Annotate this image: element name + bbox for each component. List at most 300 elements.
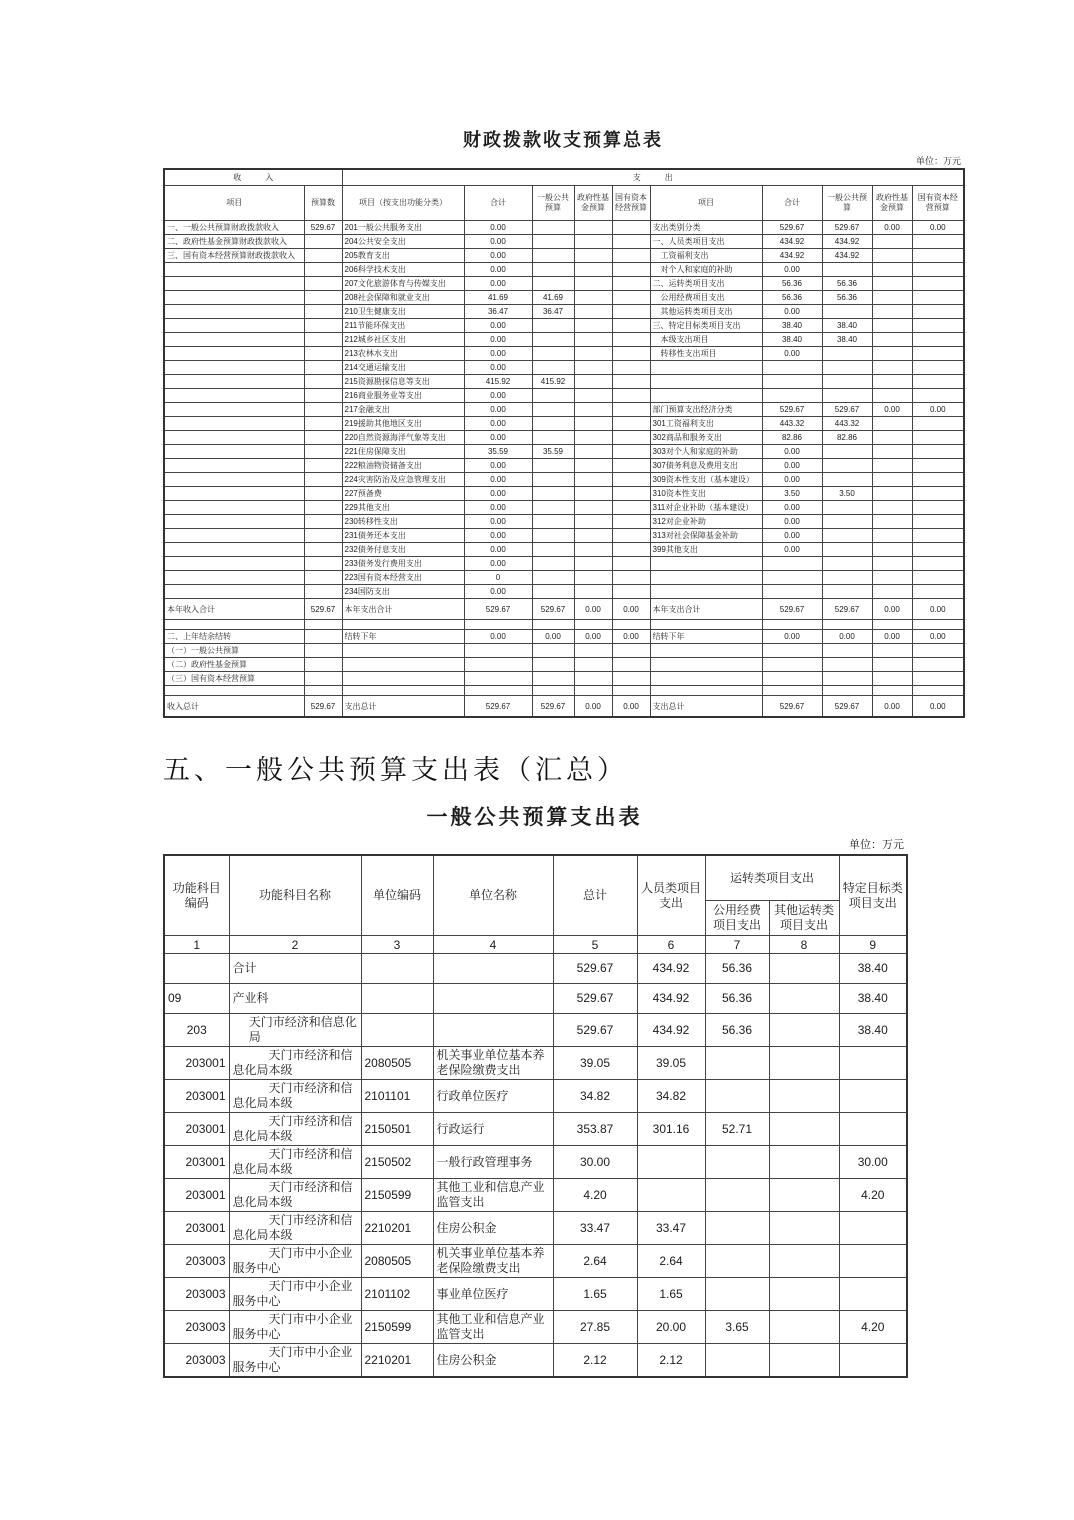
table-cell: [304, 501, 342, 515]
table-cell: [464, 686, 532, 696]
column-header: 功能科目编码: [164, 855, 229, 936]
table-cell: 443.32: [822, 417, 872, 431]
table-cell: [822, 515, 872, 529]
column-number: 8: [769, 936, 839, 954]
column-header: 政府性基金预算: [574, 186, 612, 221]
table-cell: [532, 557, 574, 571]
table-cell: 0.00: [464, 319, 532, 333]
table-row: [164, 672, 964, 686]
table-cell: [912, 686, 964, 696]
table-row: [164, 644, 964, 658]
table-row: [164, 417, 964, 431]
table-cell: 56.36: [822, 277, 872, 291]
table-cell: [872, 263, 912, 277]
table-cell: 0.00: [762, 473, 822, 487]
column-header: 运转类项目支出: [705, 855, 839, 901]
table-row: [164, 403, 964, 417]
table-cell: 307债务利息及费用支出: [650, 459, 762, 473]
table-cell: 本年支出合计: [650, 599, 762, 620]
table-row: [164, 954, 907, 984]
table-cell: 2150599: [361, 1311, 433, 1344]
table-cell: [164, 333, 304, 347]
general-budget-section: [163, 804, 906, 1378]
table-cell: [872, 473, 912, 487]
table-cell: 天门市经济和信息化局本级: [229, 1179, 361, 1212]
column-header: 功能科目名称: [229, 855, 361, 936]
table-cell: [532, 501, 574, 515]
table-cell: 203003: [164, 1278, 229, 1311]
table-cell: [769, 1047, 839, 1080]
table-cell: [164, 431, 304, 445]
table-cell: [612, 431, 650, 445]
table-cell: [164, 620, 304, 630]
table-cell: 210卫生健康支出: [342, 305, 464, 319]
column-number: 5: [553, 936, 637, 954]
table-cell: [822, 571, 872, 585]
table-cell: 天门市经济和信息化局本级: [229, 1047, 361, 1080]
table-row: [164, 1179, 907, 1212]
table-cell: [822, 543, 872, 557]
table-row: [164, 620, 964, 630]
table-cell: [822, 263, 872, 277]
column-number: 7: [705, 936, 769, 954]
table-cell: [574, 389, 612, 403]
table-cell: 302商品和服务支出: [650, 431, 762, 445]
table-cell: [342, 620, 464, 630]
table-cell: 对个人和家庭的补助: [650, 263, 762, 277]
table-cell: [705, 1245, 769, 1278]
table-cell: [912, 277, 964, 291]
table-row: [164, 1047, 907, 1080]
table-cell: 1.65: [637, 1278, 705, 1311]
table-cell: [304, 235, 342, 249]
table-cell: 529.67: [822, 221, 872, 235]
table-cell: 203001: [164, 1047, 229, 1080]
table-cell: 0.00: [464, 235, 532, 249]
table-cell: 529.67: [822, 599, 872, 620]
table-cell: [612, 459, 650, 473]
table-cell: [532, 672, 574, 686]
table-cell: 529.67: [762, 221, 822, 235]
table-cell: 52.71: [705, 1113, 769, 1146]
table-cell: 38.40: [762, 333, 822, 347]
table-cell: [612, 389, 650, 403]
table-cell: 223国有资本经营支出: [342, 571, 464, 585]
table-cell: 434.92: [637, 1014, 705, 1047]
table-cell: [612, 291, 650, 305]
table-cell: [705, 1344, 769, 1378]
table-row: [164, 186, 964, 221]
table-cell: 0.00: [574, 599, 612, 620]
table-cell: 2.12: [637, 1344, 705, 1378]
table-cell: [532, 417, 574, 431]
table-cell: [912, 361, 964, 375]
table-cell: [574, 403, 612, 417]
table-cell: [872, 389, 912, 403]
table-cell: [532, 686, 574, 696]
table-cell: 33.47: [637, 1212, 705, 1245]
table-cell: 38.40: [839, 1014, 907, 1047]
table-cell: [912, 263, 964, 277]
table-cell: 0.00: [872, 403, 912, 417]
table-cell: 一般行政管理事务: [433, 1146, 553, 1179]
table-row: [164, 473, 964, 487]
table-cell: 0.00: [872, 696, 912, 718]
table-cell: [912, 333, 964, 347]
table-cell: 56.36: [762, 277, 822, 291]
table-cell: [574, 291, 612, 305]
table-cell: [164, 459, 304, 473]
table-row: [164, 347, 964, 361]
table-cell: [532, 347, 574, 361]
table-cell: [872, 515, 912, 529]
table-cell: [912, 389, 964, 403]
table-cell: 09: [164, 984, 229, 1014]
table-row: [164, 291, 964, 305]
table-cell: 0.00: [912, 599, 964, 620]
table-cell: 3.65: [705, 1311, 769, 1344]
income-group-header: 收 入: [164, 169, 342, 186]
table-cell: 34.82: [553, 1080, 637, 1113]
table-cell: [574, 543, 612, 557]
table-cell: [650, 361, 762, 375]
table-cell: 本年收入合计: [164, 599, 304, 620]
table-cell: [532, 620, 574, 630]
table-cell: 203001: [164, 1179, 229, 1212]
table-cell: [304, 347, 342, 361]
table-cell: [822, 473, 872, 487]
table-cell: [433, 954, 553, 984]
table-cell: 353.87: [553, 1113, 637, 1146]
table-cell: 支出总计: [342, 696, 464, 718]
table-row: [164, 1014, 907, 1047]
table-row: [164, 487, 964, 501]
table-cell: [304, 389, 342, 403]
table-cell: 0.00: [762, 459, 822, 473]
table-cell: [532, 221, 574, 235]
table-cell: 0.00: [872, 630, 912, 644]
table-cell: 0.00: [464, 543, 532, 557]
table-row: [164, 1146, 907, 1179]
table-cell: 208社会保障和就业支出: [342, 291, 464, 305]
table-cell: [304, 305, 342, 319]
table-cell: [762, 585, 822, 599]
table-cell: 227预备费: [342, 487, 464, 501]
table-cell: [769, 954, 839, 984]
table-cell: [612, 375, 650, 389]
table-cell: [304, 291, 342, 305]
table-row: [164, 221, 964, 235]
column-header: 其他运转类项目支出: [769, 901, 839, 936]
table-cell: [433, 984, 553, 1014]
column-header: 特定目标类项目支出: [839, 855, 907, 936]
column-header: 总计: [553, 855, 637, 936]
table-cell: 529.67: [532, 599, 574, 620]
expenditure-group-header: 支 出: [342, 169, 964, 186]
table-cell: [762, 361, 822, 375]
table-cell: [872, 347, 912, 361]
table-cell: [304, 557, 342, 571]
table-cell: [304, 543, 342, 557]
table-cell: [164, 347, 304, 361]
table-cell: [361, 984, 433, 1014]
table-cell: [769, 1212, 839, 1245]
table-cell: [304, 445, 342, 459]
table-cell: 30.00: [839, 1146, 907, 1179]
table-cell: [612, 515, 650, 529]
table-cell: [872, 319, 912, 333]
table-cell: [872, 644, 912, 658]
table-cell: 434.92: [762, 249, 822, 263]
table-cell: [532, 403, 574, 417]
table-cell: [164, 954, 229, 984]
table-cell: 41.69: [532, 291, 574, 305]
table-cell: [304, 529, 342, 543]
table-row: [164, 585, 964, 599]
table-cell: [342, 644, 464, 658]
table-cell: [650, 585, 762, 599]
table-cell: 其他工业和信息产业监管支出: [433, 1311, 553, 1344]
table-cell: 0.00: [872, 599, 912, 620]
table-cell: [612, 644, 650, 658]
table-cell: [769, 1278, 839, 1311]
table-cell: [650, 620, 762, 630]
table-cell: 203003: [164, 1344, 229, 1378]
table-cell: 312对企业补助: [650, 515, 762, 529]
table-cell: 0.00: [464, 333, 532, 347]
budget-summary-section: [163, 0, 963, 718]
table-cell: 529.67: [822, 696, 872, 718]
table-row: [164, 529, 964, 543]
table-cell: 529.67: [553, 984, 637, 1014]
table-cell: 0.00: [464, 249, 532, 263]
table-cell: 2150599: [361, 1179, 433, 1212]
table-cell: [872, 305, 912, 319]
table-cell: 机关事业单位基本养老保险缴费支出: [433, 1245, 553, 1278]
table-cell: [574, 319, 612, 333]
table-row: [164, 599, 964, 620]
table-cell: 20.00: [637, 1311, 705, 1344]
table-cell: 行政运行: [433, 1113, 553, 1146]
table-cell: [872, 361, 912, 375]
table-cell: 天门市经济和信息化局本级: [229, 1212, 361, 1245]
table-cell: 天门市经济和信息化局本级: [229, 1146, 361, 1179]
table-cell: [574, 375, 612, 389]
table-cell: [705, 1047, 769, 1080]
table-cell: [304, 686, 342, 696]
table-cell: 支出类别分类: [650, 221, 762, 235]
table-cell: [612, 487, 650, 501]
column-header: 预算数: [304, 186, 342, 221]
table-cell: 27.85: [553, 1311, 637, 1344]
table-cell: [650, 644, 762, 658]
table-cell: [164, 361, 304, 375]
table1-title: 财政拨款收支预算总表: [463, 130, 663, 150]
table-cell: [705, 1146, 769, 1179]
table1-body: [164, 221, 964, 718]
table-cell: [912, 417, 964, 431]
table-cell: [822, 585, 872, 599]
table-cell: [164, 515, 304, 529]
table-cell: 203001: [164, 1146, 229, 1179]
table-cell: [164, 557, 304, 571]
table-cell: 434.92: [762, 235, 822, 249]
table-cell: [612, 557, 650, 571]
table-cell: 56.36: [705, 1014, 769, 1047]
table-cell: [164, 319, 304, 333]
table-cell: 0.00: [464, 221, 532, 235]
table-cell: 313对社会保障基金补助: [650, 529, 762, 543]
table-cell: [762, 658, 822, 672]
table-cell: [574, 501, 612, 515]
table-cell: [872, 235, 912, 249]
column-number: 9: [839, 936, 907, 954]
table-cell: 0.00: [912, 221, 964, 235]
table-cell: 41.69: [464, 291, 532, 305]
table-cell: 0.00: [612, 630, 650, 644]
table-cell: 224灾害防治及应急管理支出: [342, 473, 464, 487]
table-row: [164, 1311, 907, 1344]
table-cell: [574, 620, 612, 630]
table-cell: 309资本性支出（基本建设）: [650, 473, 762, 487]
table-cell: 0.00: [762, 630, 822, 644]
table-cell: 301.16: [637, 1113, 705, 1146]
table-cell: 434.92: [822, 235, 872, 249]
table-cell: [872, 417, 912, 431]
table-cell: [839, 1080, 907, 1113]
table-cell: [532, 543, 574, 557]
table-cell: 229其他支出: [342, 501, 464, 515]
table-cell: [822, 644, 872, 658]
table-row: [164, 557, 964, 571]
table-cell: 4.20: [839, 1311, 907, 1344]
table-cell: 天门市中小企业服务中心: [229, 1311, 361, 1344]
table-row: [164, 1113, 907, 1146]
table-cell: [822, 445, 872, 459]
table-cell: [912, 249, 964, 263]
table-cell: 一、人员类项目支出: [650, 235, 762, 249]
table-cell: 0.00: [464, 557, 532, 571]
table-cell: [304, 459, 342, 473]
table-cell: 205教育支出: [342, 249, 464, 263]
table-row: [164, 375, 964, 389]
table-cell: [304, 658, 342, 672]
table-cell: 0.00: [464, 431, 532, 445]
table-cell: [912, 543, 964, 557]
table-cell: 217金融支出: [342, 403, 464, 417]
table-cell: [304, 249, 342, 263]
table-cell: [612, 263, 650, 277]
fiscal-appropriation-summary-table: [163, 168, 965, 718]
column-number: 6: [637, 936, 705, 954]
column-header: 政府性基金预算: [872, 186, 912, 221]
table-cell: 35.59: [464, 445, 532, 459]
table-cell: 结转下年: [650, 630, 762, 644]
table-cell: [574, 459, 612, 473]
table-cell: [912, 487, 964, 501]
table-cell: [762, 389, 822, 403]
column-header: 项目: [650, 186, 762, 221]
table-cell: [532, 487, 574, 501]
table-row: [164, 1212, 907, 1245]
table-cell: 工资福利支出: [650, 249, 762, 263]
table-cell: 203003: [164, 1311, 229, 1344]
table-cell: 事业单位医疗: [433, 1278, 553, 1311]
table-cell: [612, 658, 650, 672]
table-cell: [839, 1278, 907, 1311]
table-cell: [839, 1047, 907, 1080]
table-cell: 38.40: [762, 319, 822, 333]
table-cell: [872, 277, 912, 291]
column-header: 一般公共预算: [822, 186, 872, 221]
table-cell: [822, 686, 872, 696]
table-cell: [912, 658, 964, 672]
table-cell: [532, 515, 574, 529]
table-cell: [872, 459, 912, 473]
table-cell: [304, 620, 342, 630]
table-cell: [612, 249, 650, 263]
table-cell: [304, 417, 342, 431]
table-cell: 2150502: [361, 1146, 433, 1179]
table-cell: 213农林水支出: [342, 347, 464, 361]
table-cell: [612, 305, 650, 319]
table-cell: 0.00: [464, 417, 532, 431]
table-cell: [769, 1014, 839, 1047]
table-cell: [164, 277, 304, 291]
table-cell: [612, 445, 650, 459]
column-header: 合计: [762, 186, 822, 221]
table-cell: 529.67: [822, 403, 872, 417]
table-cell: [612, 686, 650, 696]
table-cell: 230转移性支出: [342, 515, 464, 529]
table-cell: [839, 1344, 907, 1378]
table-cell: 82.86: [822, 431, 872, 445]
table-cell: 0.00: [912, 403, 964, 417]
table-cell: 38.40: [839, 954, 907, 984]
table-cell: [164, 487, 304, 501]
table-cell: [822, 557, 872, 571]
column-header: 国有资本经营预算: [912, 186, 964, 221]
table2-title: 一般公共预算支出表: [426, 806, 643, 829]
table-cell: 39.05: [637, 1047, 705, 1080]
table-cell: [342, 672, 464, 686]
table-cell: 0.00: [464, 347, 532, 361]
table-cell: [822, 459, 872, 473]
table-cell: 0.00: [464, 403, 532, 417]
table-cell: [822, 672, 872, 686]
table-cell: 0.00: [464, 529, 532, 543]
table-cell: 219援助其他地区支出: [342, 417, 464, 431]
table-cell: [574, 445, 612, 459]
table-cell: [637, 1179, 705, 1212]
table-cell: [650, 686, 762, 696]
table-cell: 234国防支出: [342, 585, 464, 599]
table-cell: 443.32: [762, 417, 822, 431]
table-cell: 2.64: [637, 1245, 705, 1278]
table-cell: [612, 347, 650, 361]
table-cell: [872, 249, 912, 263]
table-cell: 2080505: [361, 1245, 433, 1278]
table-cell: 399其他支出: [650, 543, 762, 557]
table-cell: [532, 529, 574, 543]
table-cell: 0.00: [464, 585, 532, 599]
table-cell: 529.67: [762, 403, 822, 417]
table-cell: [872, 571, 912, 585]
table2-body: [164, 954, 907, 1378]
table-cell: [912, 347, 964, 361]
table-cell: 0.00: [872, 221, 912, 235]
table-cell: 201一般公共服务支出: [342, 221, 464, 235]
